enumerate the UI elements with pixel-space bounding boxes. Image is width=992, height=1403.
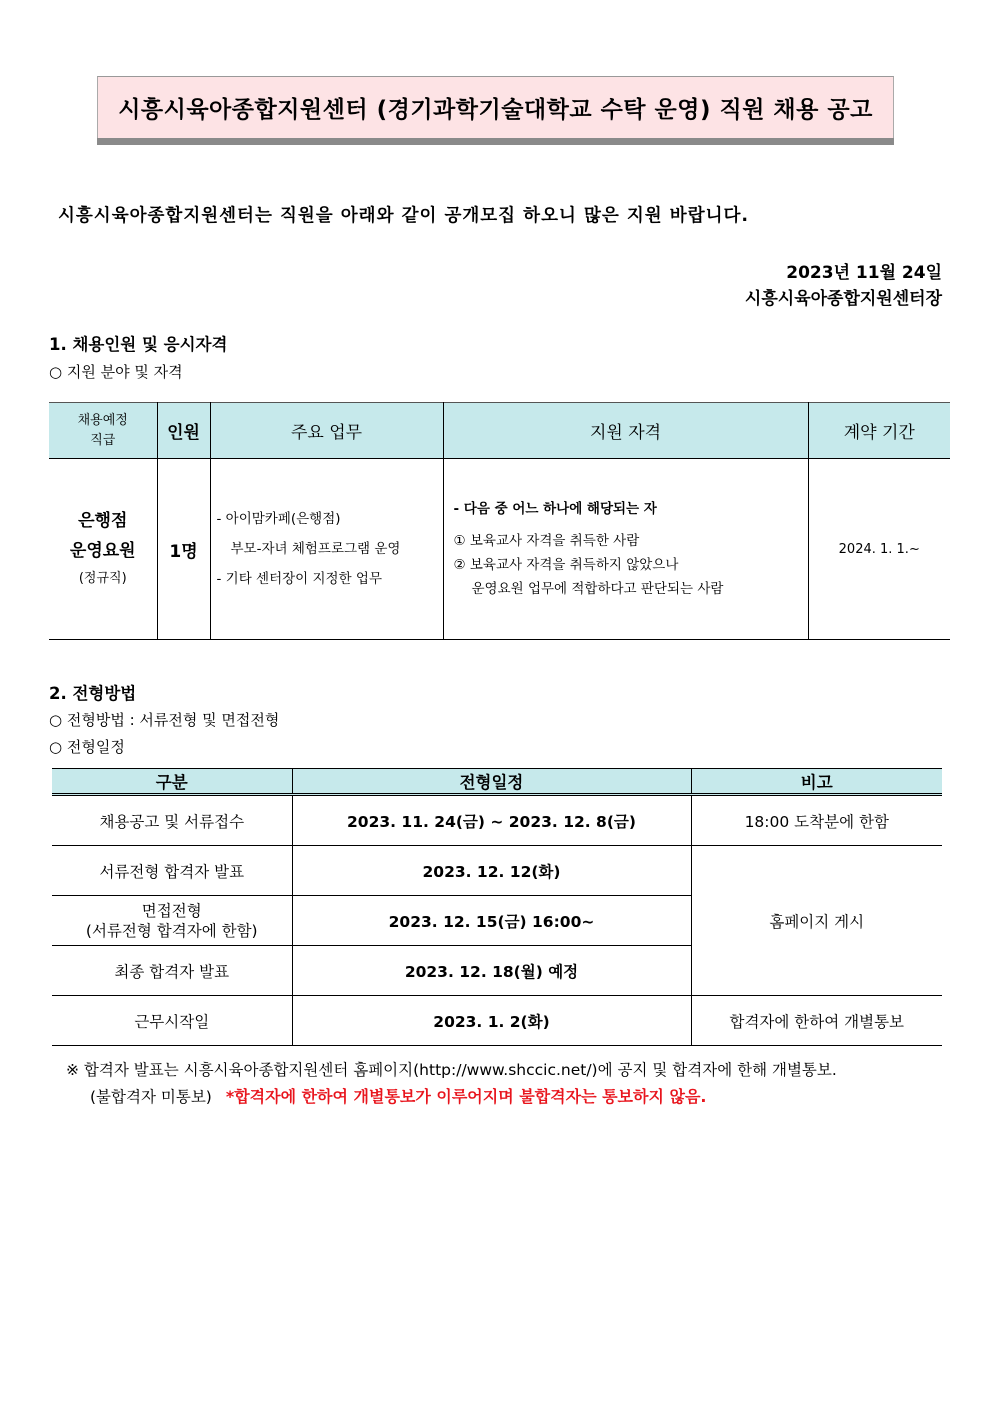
table-row [49, 459, 950, 640]
position-table-header [49, 403, 950, 459]
category-cell: 서류전형 합격자 발표 [52, 846, 292, 896]
section2-subtitle-schedule: ○ 전형일정 [49, 738, 125, 756]
header-period: 계약 기간 [808, 403, 950, 459]
qualification-heading: - 다음 중 어느 하나에 해당되는 자 [453, 501, 657, 517]
duty-item: - 아이맘카페(은행점) [216, 511, 341, 527]
section2-title: 2. 전형방법 [49, 684, 137, 703]
section1-title: 1. 채용인원 및 응시자격 [49, 335, 228, 354]
category-line2: (서류전형 합격자에 한함) [85, 921, 258, 940]
schedule-cell: 2023. 11. 24(금) ~ 2023. 12. 8(금) [292, 795, 691, 846]
remarks-cell: 홈페이지 게시 [691, 846, 942, 996]
schedule-cell: 2023. 12. 12(화) [292, 846, 691, 896]
notice-unsuccessful: (불합격자 미통보) [90, 1088, 212, 1106]
notice-highlight: *합격자에 한하여 개별통보가 이루어지며 불합격자는 통보하지 않음. [225, 1087, 707, 1106]
notice-line-2 [90, 1084, 706, 1107]
page-title: 시흥시육아종합지원센터 (경기과학기술대학교 수탁 운영) 직원 채용 공고 [118, 97, 873, 123]
header-schedule: 전형일정 [292, 769, 691, 795]
category-cell [52, 896, 292, 946]
header-grade-line2: 직급 [90, 432, 116, 448]
notice-line: ※ 합격자 발표는 시흥시육아종합지원센터 홈페이지(http://www.shccic.net/)에 공지 및 합격자에 한해 개별통보. [66, 1061, 837, 1079]
header-count: 인원 [157, 403, 210, 459]
qualification-item: ① 보육교사 자격을 취득한 사람 [453, 533, 640, 549]
position-name-line2: 운영요원 [69, 541, 136, 561]
position-table [49, 402, 950, 640]
category-cell: 채용공고 및 서류접수 [52, 795, 292, 846]
table-row [52, 795, 942, 846]
category-cell: 근무시작일 [52, 996, 292, 1046]
remarks-cell: 18:00 도착분에 한함 [691, 795, 942, 846]
duties-cell [210, 459, 443, 640]
period-cell: 2024. 1. 1.~ [808, 459, 950, 640]
schedule-cell: 2023. 12. 18(월) 예정 [292, 946, 691, 996]
section1-subtitle: ○ 지원 분야 및 자격 [49, 363, 183, 381]
header-grade [49, 403, 157, 459]
table-row [52, 996, 942, 1046]
schedule-table-header [52, 769, 942, 795]
duty-item: - 기타 센터장이 지정한 업무 [216, 571, 382, 587]
remarks-cell: 합격자에 한하여 개별통보 [691, 996, 942, 1046]
schedule-cell: 2023. 12. 15(금) 16:00~ [292, 896, 691, 946]
duty-item: 부모-자녀 체험프로그램 운영 [230, 541, 401, 557]
title-banner-shadow [97, 138, 894, 145]
category-line1: 면접전형 [141, 901, 202, 920]
schedule-table [52, 768, 942, 1046]
header-qualification: 지원 자격 [443, 403, 808, 459]
header-remarks: 비고 [691, 769, 942, 795]
section2-subtitle-method: ○ 전형방법 : 서류전형 및 면접전형 [49, 711, 280, 729]
position-cell [49, 459, 157, 640]
table-row [52, 846, 942, 896]
position-type: (정규직) [78, 571, 127, 586]
signer: 시흥시육아종합지원센터장 [744, 289, 942, 309]
title-banner [97, 76, 894, 138]
position-name-line1: 은행점 [78, 511, 128, 531]
intro-text: 시흥시육아종합지원센터는 직원을 아래와 같이 공개모집 하오니 많은 지원 바랍니다. [58, 206, 750, 226]
header-duties: 주요 업무 [210, 403, 443, 459]
category-cell: 최종 합격자 발표 [52, 946, 292, 996]
header-grade-line1: 채용예정 [77, 412, 128, 428]
header-category: 구분 [52, 769, 292, 795]
qualification-item: ② 보육교사 자격을 취득하지 않았으나 [453, 557, 679, 573]
qualification-item: 운영요원 업무에 적합하다고 판단되는 사람 [471, 581, 724, 597]
count-cell: 1명 [157, 459, 210, 640]
qualification-cell [443, 459, 808, 640]
schedule-cell: 2023. 1. 2(화) [292, 996, 691, 1046]
announcement-date: 2023년 11월 24일 [786, 263, 942, 283]
